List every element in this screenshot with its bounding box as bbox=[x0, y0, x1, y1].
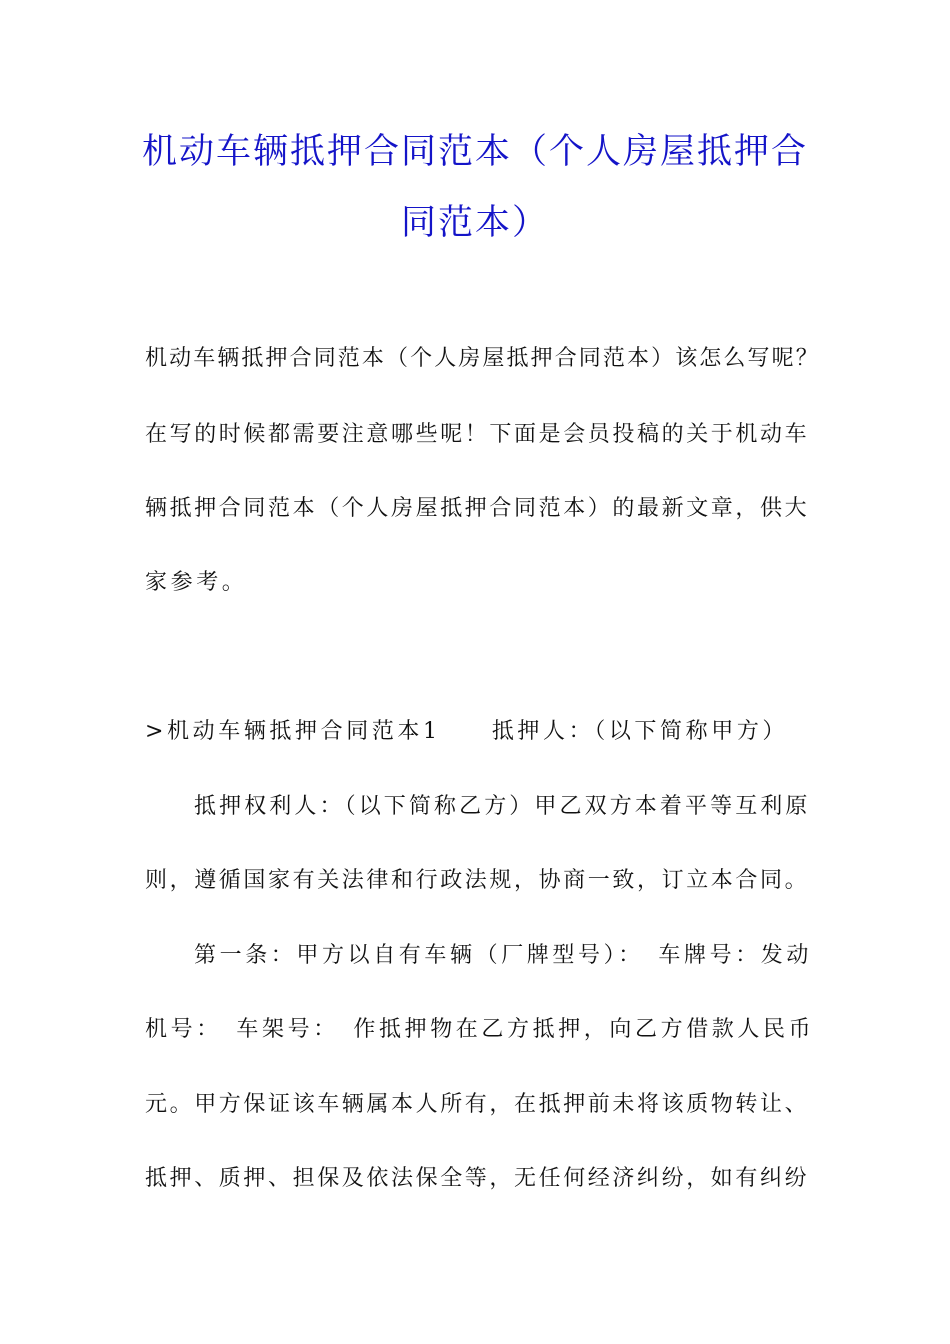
document-title-line-1: 机动车辆抵押合同范本（个人房屋抵押合 bbox=[141, 132, 808, 172]
body-line-5: 元。甲方保证该车辆属本人所有，在抵押前未将该质物转让、 bbox=[145, 1092, 810, 1117]
intro-line-3: 辆抵押合同范本（个人房屋抵押合同范本）的最新文章，供大 bbox=[145, 496, 810, 521]
section-heading-line: >机动车辆抵押合同范本1 抵押人：（以下简称甲方） bbox=[145, 719, 789, 744]
body-line-3: 第一条：甲方以自有车辆（厂牌型号）： 车牌号：发动 bbox=[194, 943, 813, 968]
body-line-1: 抵押权利人：（以下简称乙方）甲乙双方本着平等互利原 bbox=[194, 794, 811, 819]
body-line-2: 则，遵循国家有关法律和行政法规，协商一致，订立本合同。 bbox=[145, 868, 810, 893]
intro-line-4: 家参考。 bbox=[145, 570, 248, 595]
document-title-line-2: 同范本） bbox=[400, 203, 549, 243]
body-line-6: 抵押、质押、担保及依法保全等，无任何经济纠纷，如有纠纷 bbox=[145, 1166, 810, 1191]
intro-line-1: 机动车辆抵押合同范本（个人房屋抵押合同范本）该怎么写呢？ bbox=[145, 346, 820, 371]
body-line-4: 机号： 车架号： 作抵押物在乙方抵押，向乙方借款人民币 bbox=[145, 1017, 815, 1042]
intro-line-2: 在写的时候都需要注意哪些呢！下面是会员投稿的关于机动车 bbox=[145, 422, 810, 447]
